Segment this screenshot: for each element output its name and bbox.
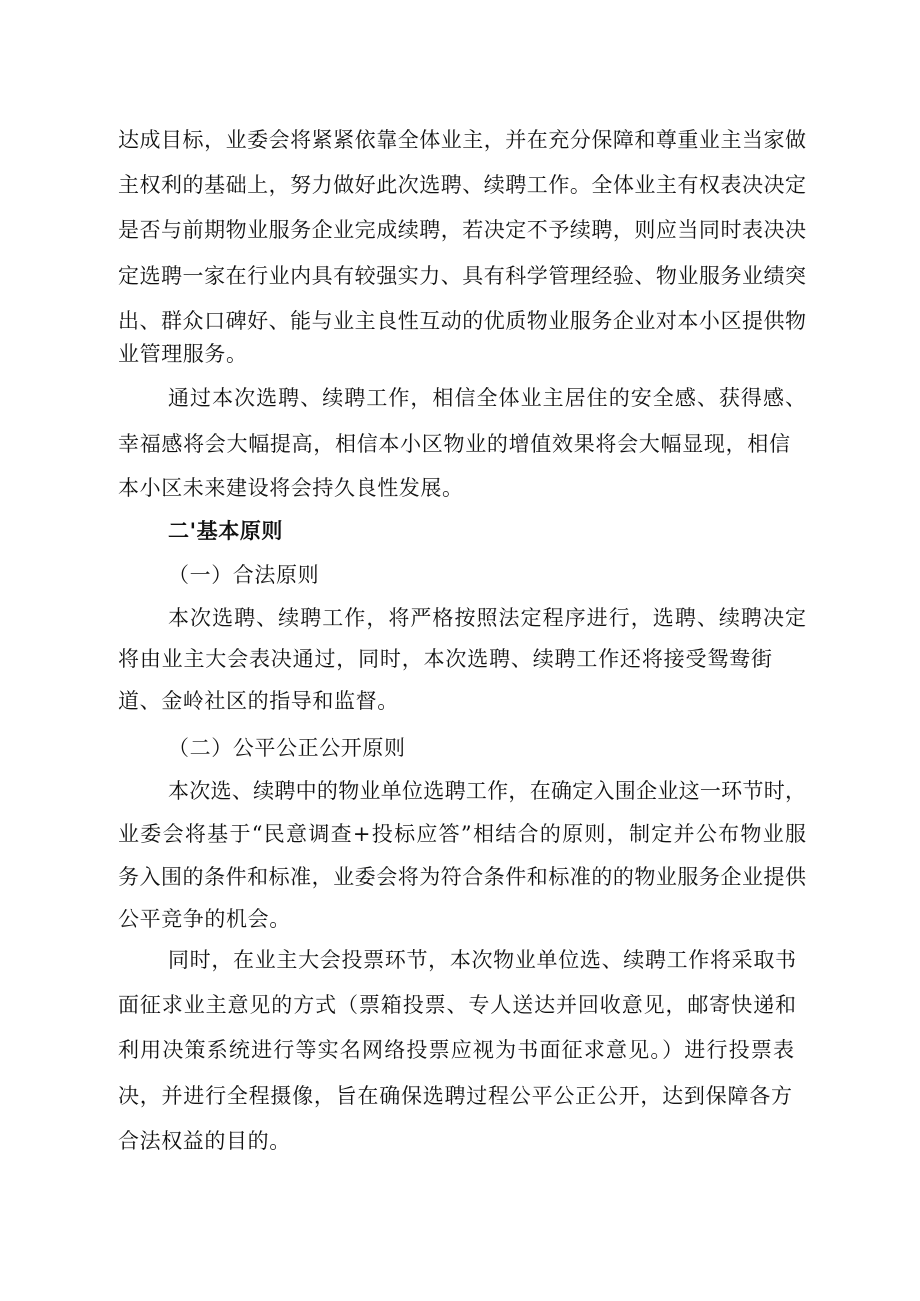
subsection-1-line-1: 本次选聘、续聘工作，将严格按照法定程序进行，选聘、续聘决定 xyxy=(168,606,806,630)
subsection-2-heading: （二）公平公正公开原则 xyxy=(168,736,406,760)
paragraph-2-line-3: 本小区未来建设将会持久良性发展。 xyxy=(118,476,464,500)
subsection-1-heading: （一）合法原则 xyxy=(168,563,320,587)
paragraph-2-line-1: 通过本次选聘、续聘工作，相信全体业主居住的安全感、获得感、 xyxy=(168,386,806,410)
subsection-2-para-b-line-2: 面征求业主意见的方式（票箱投票、专人送达并回收意见，邮寄快递和 xyxy=(118,993,796,1017)
subsection-2-para-b-line-1: 同时，在业主大会投票环节，本次物业单位选、续聘工作将采取书 xyxy=(168,948,796,972)
subsection-2-para-a-line-2: 业委会将基于“民意调查+投标应答”相结合的原则，制定并公布物业服 xyxy=(118,822,806,846)
paragraph-2-line-2: 幸福感将会大幅提高，相信本小区物业的增值效果将会大幅显现，相信 xyxy=(118,432,790,456)
subsection-2-para-b-line-4: 决，并进行全程摄像，旨在确保选聘过程公平公正公开，达到保障各方 xyxy=(118,1084,792,1108)
subsection-1-line-2: 将由业主大会表决通过，同时，本次选聘、续聘工作还将接受鸳鸯街 xyxy=(118,647,772,671)
subsection-2-para-a-line-3: 务入围的条件和标准，业委会将为符合条件和标准的的物业服务企业提供 xyxy=(118,865,806,889)
paragraph-1-line-3: 是否与前期物业服务企业完成续聘，若决定不予续聘，则应当同时表决决 xyxy=(118,218,806,242)
subsection-2-para-b-line-3: 利用决策系统进行等实名网络投票应视为书面征求意见。）进行投票表 xyxy=(118,1038,794,1062)
subsection-1-line-3: 道、金岭社区的指导和监督。 xyxy=(118,689,399,713)
paragraph-1-line-4: 定选聘一家在行业内具有较强实力、具有科学管理经验、物业服务业绩突 xyxy=(118,264,806,288)
subsection-2-para-a-line-1: 本次选、续聘中的物业单位选聘工作，在确定入围企业这一环节时， xyxy=(168,779,806,803)
paragraph-1-line-6: 业管理服务。 xyxy=(118,342,248,366)
subsection-2-para-a-line-4: 公平竞争的机会。 xyxy=(118,907,291,931)
section-heading: 二'基本原则 xyxy=(168,518,284,543)
subsection-2-para-b-line-5: 合法权益的目的。 xyxy=(118,1129,291,1153)
paragraph-1-line-1: 达成目标，业委会将紧紧依靠全体业主，并在充分保障和尊重业主当家做 xyxy=(118,128,806,152)
paragraph-1-line-5: 出、群众口碑好、能与业主良性互动的优质物业服务企业对本小区提供物 xyxy=(118,309,806,333)
paragraph-1-line-2: 主权利的基础上，努力做好此次选聘、续聘工作。全体业主有权表决决定 xyxy=(118,173,806,197)
